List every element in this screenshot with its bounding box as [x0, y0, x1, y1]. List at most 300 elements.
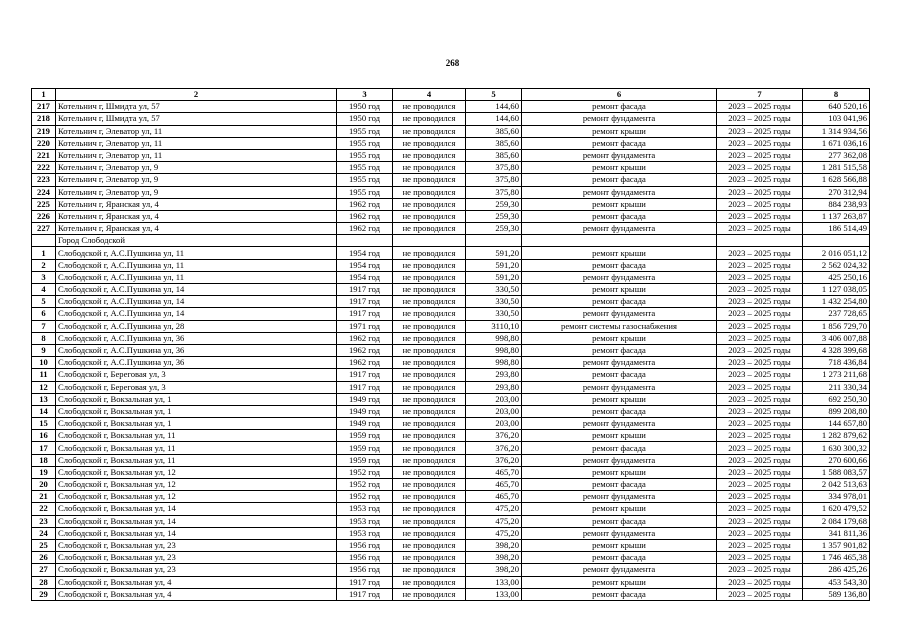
cost-cell: 2 016 051,12	[803, 247, 870, 259]
table-row	[32, 308, 870, 320]
section-row	[32, 235, 870, 247]
cost-cell: 186 514,49	[803, 223, 870, 235]
cost-cell: 718 436,84	[803, 357, 870, 369]
work-type-cell: ремонт фасада	[522, 101, 717, 113]
work-type-cell: ремонт крыши	[522, 539, 717, 551]
area-cell: 259,30	[466, 223, 522, 235]
row-number: 223	[32, 174, 56, 186]
area-cell: 998,80	[466, 332, 522, 344]
table-row	[32, 162, 870, 174]
year-cell: 1917 год	[337, 381, 393, 393]
work-type-cell: ремонт фасада	[522, 174, 717, 186]
previous-repair-cell: не проводился	[393, 259, 466, 271]
table-row	[32, 137, 870, 149]
area-cell: 375,80	[466, 186, 522, 198]
address-cell: Котельнич г, Элеватор ул, 11	[56, 149, 337, 161]
area-cell: 259,30	[466, 210, 522, 222]
period-cell: 2023 – 2025 годы	[717, 564, 803, 576]
year-cell: 1962 год	[337, 332, 393, 344]
year-cell: 1917 год	[337, 369, 393, 381]
slobodskoy-rows	[32, 247, 870, 600]
header-cell: 1	[32, 89, 56, 101]
year-cell: 1954 год	[337, 259, 393, 271]
section-cell	[32, 235, 56, 247]
previous-repair-cell: не проводился	[393, 442, 466, 454]
previous-repair-cell: не проводился	[393, 247, 466, 259]
table-row	[32, 210, 870, 222]
period-cell: 2023 – 2025 годы	[717, 113, 803, 125]
previous-repair-cell: не проводился	[393, 430, 466, 442]
table-row	[32, 320, 870, 332]
address-cell: Слободской г, Вокзальная ул, 4	[56, 588, 337, 600]
row-number: 4	[32, 284, 56, 296]
period-cell: 2023 – 2025 годы	[717, 369, 803, 381]
area-cell: 293,80	[466, 381, 522, 393]
previous-repair-cell: не проводился	[393, 357, 466, 369]
area-cell: 475,20	[466, 527, 522, 539]
cost-cell: 453 543,30	[803, 576, 870, 588]
previous-repair-cell: не проводился	[393, 198, 466, 210]
table-row	[32, 503, 870, 515]
table-row	[32, 149, 870, 161]
address-cell: Слободской г, А.С.Пушкина ул, 11	[56, 247, 337, 259]
work-type-cell: ремонт фундамента	[522, 491, 717, 503]
work-type-cell: ремонт крыши	[522, 466, 717, 478]
year-cell: 1962 год	[337, 344, 393, 356]
work-type-cell: ремонт крыши	[522, 198, 717, 210]
previous-repair-cell: не проводился	[393, 101, 466, 113]
cost-cell: 2 084 179,68	[803, 515, 870, 527]
row-number: 18	[32, 454, 56, 466]
cost-cell: 884 238,93	[803, 198, 870, 210]
period-cell: 2023 – 2025 годы	[717, 552, 803, 564]
address-cell: Слободской г, Вокзальная ул, 4	[56, 576, 337, 588]
year-cell: 1954 год	[337, 247, 393, 259]
table-row	[32, 296, 870, 308]
previous-repair-cell: не проводился	[393, 393, 466, 405]
period-cell: 2023 – 2025 годы	[717, 418, 803, 430]
work-type-cell: ремонт фундамента	[522, 418, 717, 430]
row-number: 3	[32, 271, 56, 283]
year-cell: 1955 год	[337, 162, 393, 174]
address-cell: Слободской г, Береговая ул, 3	[56, 369, 337, 381]
row-number: 7	[32, 320, 56, 332]
year-cell: 1952 год	[337, 466, 393, 478]
address-cell: Слободской г, Вокзальная ул, 11	[56, 442, 337, 454]
area-cell: 385,60	[466, 125, 522, 137]
table-row	[32, 332, 870, 344]
area-cell: 465,70	[466, 466, 522, 478]
cost-cell: 640 520,16	[803, 101, 870, 113]
header-cell: 4	[393, 89, 466, 101]
area-cell: 203,00	[466, 405, 522, 417]
cost-cell: 270 600,66	[803, 454, 870, 466]
cost-cell: 144 657,80	[803, 418, 870, 430]
area-cell: 3110,10	[466, 320, 522, 332]
row-number: 1	[32, 247, 56, 259]
year-cell: 1953 год	[337, 503, 393, 515]
work-type-cell: ремонт фундамента	[522, 357, 717, 369]
previous-repair-cell: не проводился	[393, 344, 466, 356]
row-number: 9	[32, 344, 56, 356]
year-cell: 1953 год	[337, 527, 393, 539]
previous-repair-cell: не проводился	[393, 149, 466, 161]
period-cell: 2023 – 2025 годы	[717, 259, 803, 271]
address-cell: Слободской г, Вокзальная ул, 11	[56, 430, 337, 442]
work-type-cell: ремонт фундамента	[522, 271, 717, 283]
period-cell: 2023 – 2025 годы	[717, 271, 803, 283]
row-number: 10	[32, 357, 56, 369]
previous-repair-cell: не проводился	[393, 479, 466, 491]
address-cell: Слободской г, А.С.Пушкина ул, 36	[56, 357, 337, 369]
work-type-cell: ремонт фундамента	[522, 454, 717, 466]
address-cell: Слободской г, Вокзальная ул, 12	[56, 491, 337, 503]
kotelnich-rows	[32, 101, 870, 235]
area-cell: 475,20	[466, 503, 522, 515]
previous-repair-cell: не проводился	[393, 332, 466, 344]
area-cell: 385,60	[466, 137, 522, 149]
previous-repair-cell: не проводился	[393, 515, 466, 527]
work-type-cell: ремонт крыши	[522, 503, 717, 515]
work-type-cell: ремонт фундамента	[522, 564, 717, 576]
year-cell: 1955 год	[337, 186, 393, 198]
table-row	[32, 539, 870, 551]
work-type-cell: ремонт фундамента	[522, 186, 717, 198]
address-cell: Котельнич г, Элеватор ул, 9	[56, 174, 337, 186]
row-number: 29	[32, 588, 56, 600]
year-cell: 1959 год	[337, 442, 393, 454]
work-type-cell: ремонт системы газоснабжения	[522, 320, 717, 332]
row-number: 23	[32, 515, 56, 527]
period-cell: 2023 – 2025 годы	[717, 588, 803, 600]
period-cell: 2023 – 2025 годы	[717, 223, 803, 235]
row-number: 12	[32, 381, 56, 393]
previous-repair-cell: не проводился	[393, 296, 466, 308]
table-row	[32, 515, 870, 527]
cost-cell: 1 628 566,88	[803, 174, 870, 186]
work-type-cell: ремонт крыши	[522, 430, 717, 442]
table-row	[32, 405, 870, 417]
year-cell: 1956 год	[337, 539, 393, 551]
table-row	[32, 552, 870, 564]
cost-cell: 341 811,36	[803, 527, 870, 539]
year-cell: 1955 год	[337, 149, 393, 161]
area-cell: 375,80	[466, 174, 522, 186]
year-cell: 1917 год	[337, 308, 393, 320]
cost-cell: 1 314 934,56	[803, 125, 870, 137]
work-type-cell: ремонт фундамента	[522, 308, 717, 320]
table-row	[32, 381, 870, 393]
header-cell: 3	[337, 89, 393, 101]
year-cell: 1917 год	[337, 588, 393, 600]
area-cell: 133,00	[466, 588, 522, 600]
period-cell: 2023 – 2025 годы	[717, 137, 803, 149]
area-cell: 591,20	[466, 259, 522, 271]
work-type-cell: ремонт фасада	[522, 405, 717, 417]
year-cell: 1962 год	[337, 357, 393, 369]
address-cell: Слободской г, А.С.Пушкина ул, 14	[56, 308, 337, 320]
work-type-cell: ремонт фасада	[522, 296, 717, 308]
row-number: 5	[32, 296, 56, 308]
period-cell: 2023 – 2025 годы	[717, 466, 803, 478]
address-cell: Слободской г, Вокзальная ул, 12	[56, 479, 337, 491]
area-cell: 376,20	[466, 442, 522, 454]
row-number: 226	[32, 210, 56, 222]
row-number: 14	[32, 405, 56, 417]
row-number: 15	[32, 418, 56, 430]
work-type-cell: ремонт фундамента	[522, 223, 717, 235]
cost-cell: 286 425,26	[803, 564, 870, 576]
work-type-cell: ремонт фасада	[522, 588, 717, 600]
row-number: 221	[32, 149, 56, 161]
table-row	[32, 247, 870, 259]
cost-cell: 1 273 211,68	[803, 369, 870, 381]
cost-cell: 1 630 300,32	[803, 442, 870, 454]
previous-repair-cell: не проводился	[393, 223, 466, 235]
previous-repair-cell: не проводился	[393, 454, 466, 466]
table-row	[32, 466, 870, 478]
previous-repair-cell: не проводился	[393, 137, 466, 149]
row-number: 222	[32, 162, 56, 174]
year-cell: 1959 год	[337, 454, 393, 466]
table-row	[32, 259, 870, 271]
period-cell: 2023 – 2025 годы	[717, 174, 803, 186]
row-number: 219	[32, 125, 56, 137]
row-number: 16	[32, 430, 56, 442]
previous-repair-cell: не проводился	[393, 174, 466, 186]
period-cell: 2023 – 2025 годы	[717, 405, 803, 417]
cost-cell: 2 042 513,63	[803, 479, 870, 491]
year-cell: 1962 год	[337, 223, 393, 235]
address-cell: Слободской г, А.С.Пушкина ул, 14	[56, 296, 337, 308]
area-cell: 465,70	[466, 479, 522, 491]
row-number: 2	[32, 259, 56, 271]
cost-cell: 1 357 901,82	[803, 539, 870, 551]
cost-cell: 237 728,65	[803, 308, 870, 320]
year-cell: 1949 год	[337, 418, 393, 430]
year-cell: 1971 год	[337, 320, 393, 332]
cost-cell: 103 041,96	[803, 113, 870, 125]
period-cell: 2023 – 2025 годы	[717, 442, 803, 454]
previous-repair-cell: не проводился	[393, 210, 466, 222]
row-number: 21	[32, 491, 56, 503]
address-cell: Котельнич г, Яранская ул, 4	[56, 223, 337, 235]
work-type-cell: ремонт крыши	[522, 393, 717, 405]
table-row	[32, 369, 870, 381]
period-cell: 2023 – 2025 годы	[717, 101, 803, 113]
previous-repair-cell: не проводился	[393, 539, 466, 551]
page-number: 268	[445, 58, 460, 68]
table-row	[32, 479, 870, 491]
cost-cell: 1 282 879,62	[803, 430, 870, 442]
row-number: 217	[32, 101, 56, 113]
cost-cell: 1 281 515,58	[803, 162, 870, 174]
row-number: 22	[32, 503, 56, 515]
period-cell: 2023 – 2025 годы	[717, 357, 803, 369]
previous-repair-cell: не проводился	[393, 576, 466, 588]
period-cell: 2023 – 2025 годы	[717, 515, 803, 527]
area-cell: 998,80	[466, 357, 522, 369]
period-cell: 2023 – 2025 годы	[717, 162, 803, 174]
cost-cell: 277 362,08	[803, 149, 870, 161]
period-cell: 2023 – 2025 годы	[717, 479, 803, 491]
table-row	[32, 174, 870, 186]
previous-repair-cell: не проводился	[393, 271, 466, 283]
year-cell: 1953 год	[337, 515, 393, 527]
address-cell: Котельнич г, Шмидта ул, 57	[56, 113, 337, 125]
cost-cell: 1 588 083,57	[803, 466, 870, 478]
period-cell: 2023 – 2025 годы	[717, 247, 803, 259]
area-cell: 385,60	[466, 149, 522, 161]
table-row	[32, 454, 870, 466]
address-cell: Котельнич г, Яранская ул, 4	[56, 198, 337, 210]
period-cell: 2023 – 2025 годы	[717, 430, 803, 442]
previous-repair-cell: не проводился	[393, 320, 466, 332]
table-row	[32, 186, 870, 198]
year-cell: 1952 год	[337, 491, 393, 503]
previous-repair-cell: не проводился	[393, 588, 466, 600]
period-cell: 2023 – 2025 годы	[717, 186, 803, 198]
row-number: 224	[32, 186, 56, 198]
period-cell: 2023 – 2025 годы	[717, 308, 803, 320]
header-cell: 8	[803, 89, 870, 101]
work-type-cell: ремонт крыши	[522, 284, 717, 296]
row-number: 24	[32, 527, 56, 539]
period-cell: 2023 – 2025 годы	[717, 149, 803, 161]
address-cell: Котельнич г, Элеватор ул, 11	[56, 137, 337, 149]
period-cell: 2023 – 2025 годы	[717, 332, 803, 344]
table-row	[32, 101, 870, 113]
address-cell: Котельнич г, Элеватор ул, 11	[56, 125, 337, 137]
row-number: 20	[32, 479, 56, 491]
area-cell: 144,60	[466, 101, 522, 113]
cost-cell: 3 406 007,88	[803, 332, 870, 344]
year-cell: 1956 год	[337, 564, 393, 576]
period-cell: 2023 – 2025 годы	[717, 576, 803, 588]
cost-cell: 2 562 024,32	[803, 259, 870, 271]
year-cell: 1962 год	[337, 210, 393, 222]
work-type-cell: ремонт фасада	[522, 259, 717, 271]
work-type-cell: ремонт крыши	[522, 125, 717, 137]
header-cell: 5	[466, 89, 522, 101]
year-cell: 1954 год	[337, 271, 393, 283]
year-cell: 1950 год	[337, 113, 393, 125]
header-cell: 7	[717, 89, 803, 101]
address-cell: Слободской г, Береговая ул, 3	[56, 381, 337, 393]
repair-schedule-table	[31, 88, 870, 601]
previous-repair-cell: не проводился	[393, 162, 466, 174]
area-cell: 259,30	[466, 198, 522, 210]
period-cell: 2023 – 2025 годы	[717, 125, 803, 137]
row-number: 8	[32, 332, 56, 344]
table-row	[32, 588, 870, 600]
work-type-cell: ремонт фасада	[522, 344, 717, 356]
year-cell: 1952 год	[337, 479, 393, 491]
area-cell: 376,20	[466, 430, 522, 442]
table-row	[32, 430, 870, 442]
address-cell: Слободской г, Вокзальная ул, 1	[56, 418, 337, 430]
cost-cell: 425 250,16	[803, 271, 870, 283]
address-cell: Слободской г, Вокзальная ул, 12	[56, 466, 337, 478]
previous-repair-cell: не проводился	[393, 186, 466, 198]
period-cell: 2023 – 2025 годы	[717, 284, 803, 296]
period-cell: 2023 – 2025 годы	[717, 503, 803, 515]
work-type-cell: ремонт крыши	[522, 576, 717, 588]
period-cell: 2023 – 2025 годы	[717, 539, 803, 551]
address-cell: Слободской г, А.С.Пушкина ул, 36	[56, 332, 337, 344]
address-cell: Слободской г, Вокзальная ул, 14	[56, 503, 337, 515]
table-row	[32, 125, 870, 137]
address-cell: Котельнич г, Яранская ул, 4	[56, 210, 337, 222]
row-number: 218	[32, 113, 56, 125]
year-cell: 1956 год	[337, 552, 393, 564]
area-cell: 998,80	[466, 344, 522, 356]
row-number: 27	[32, 564, 56, 576]
row-number: 28	[32, 576, 56, 588]
work-type-cell: ремонт фасада	[522, 210, 717, 222]
row-number: 6	[32, 308, 56, 320]
work-type-cell: ремонт фасада	[522, 552, 717, 564]
previous-repair-cell: не проводился	[393, 466, 466, 478]
cost-cell: 270 312,94	[803, 186, 870, 198]
address-cell: Слободской г, А.С.Пушкина ул, 28	[56, 320, 337, 332]
previous-repair-cell: не проводился	[393, 369, 466, 381]
previous-repair-cell: не проводился	[393, 491, 466, 503]
previous-repair-cell: не проводился	[393, 284, 466, 296]
cost-cell: 1 671 036,16	[803, 137, 870, 149]
period-cell: 2023 – 2025 годы	[717, 296, 803, 308]
address-cell: Котельнич г, Элеватор ул, 9	[56, 162, 337, 174]
period-cell: 2023 – 2025 годы	[717, 344, 803, 356]
year-cell: 1949 год	[337, 393, 393, 405]
cost-cell: 1 127 038,05	[803, 284, 870, 296]
year-cell: 1959 год	[337, 430, 393, 442]
period-cell: 2023 – 2025 годы	[717, 393, 803, 405]
work-type-cell: ремонт крыши	[522, 247, 717, 259]
period-cell: 2023 – 2025 годы	[717, 210, 803, 222]
previous-repair-cell: не проводился	[393, 418, 466, 430]
year-cell: 1917 год	[337, 284, 393, 296]
section-slobodskoy	[32, 235, 870, 247]
row-number: 13	[32, 393, 56, 405]
table-row	[32, 418, 870, 430]
period-cell: 2023 – 2025 годы	[717, 527, 803, 539]
table-row	[32, 344, 870, 356]
work-type-cell: ремонт фасада	[522, 442, 717, 454]
table-row	[32, 271, 870, 283]
address-cell: Слободской г, Вокзальная ул, 1	[56, 393, 337, 405]
address-cell: Котельнич г, Элеватор ул, 9	[56, 186, 337, 198]
row-number: 26	[32, 552, 56, 564]
address-cell: Слободской г, Вокзальная ул, 14	[56, 515, 337, 527]
address-cell: Слободской г, Вокзальная ул, 23	[56, 552, 337, 564]
previous-repair-cell: не проводился	[393, 405, 466, 417]
work-type-cell: ремонт фундамента	[522, 527, 717, 539]
address-cell: Слободской г, Вокзальная ул, 23	[56, 539, 337, 551]
work-type-cell: ремонт фасада	[522, 479, 717, 491]
previous-repair-cell: не проводился	[393, 125, 466, 137]
year-cell: 1955 год	[337, 174, 393, 186]
period-cell: 2023 – 2025 годы	[717, 381, 803, 393]
area-cell: 591,20	[466, 271, 522, 283]
section-title: Город Слободской	[56, 235, 337, 247]
address-cell: Слободской г, Вокзальная ул, 1	[56, 405, 337, 417]
area-cell: 375,80	[466, 162, 522, 174]
year-cell: 1962 год	[337, 198, 393, 210]
cost-cell: 692 250,30	[803, 393, 870, 405]
area-cell: 330,50	[466, 284, 522, 296]
work-type-cell: ремонт крыши	[522, 332, 717, 344]
